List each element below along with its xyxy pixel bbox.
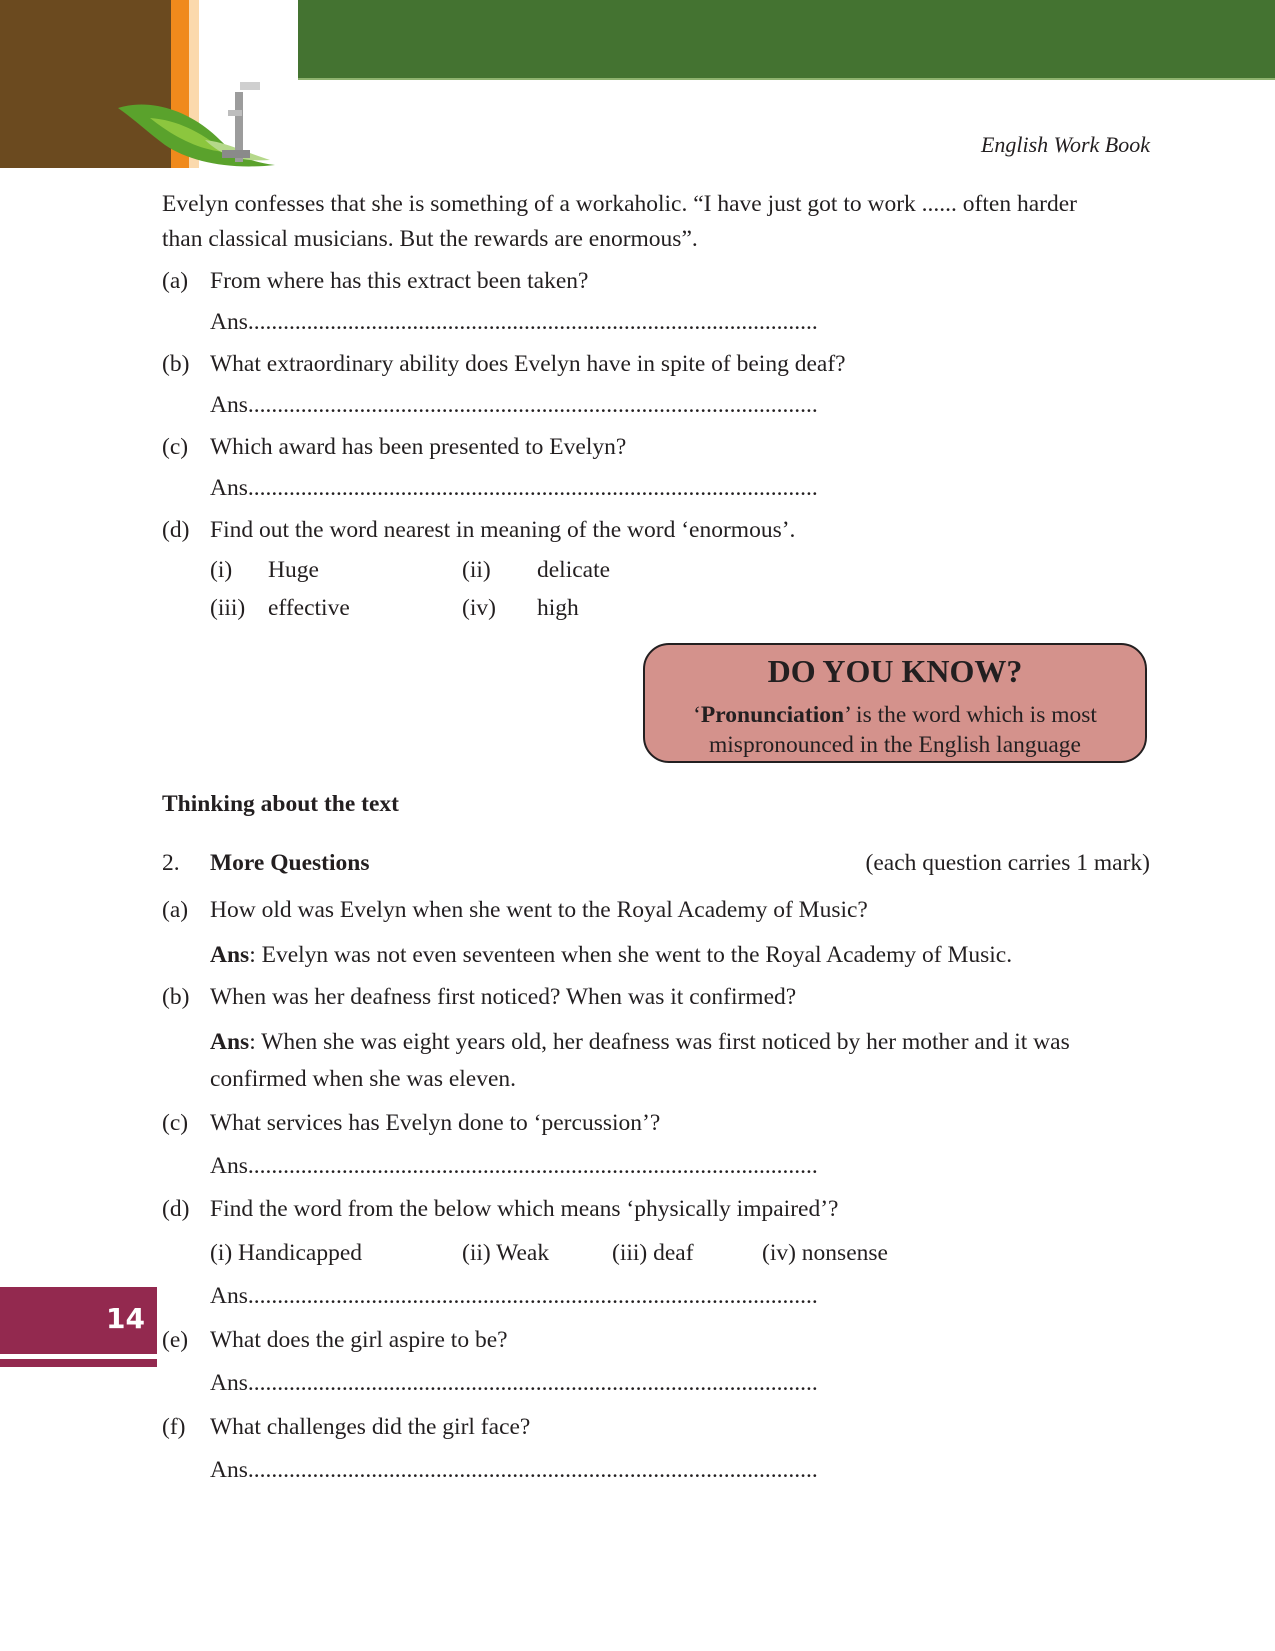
option: (ii) Weak [462,1240,550,1266]
running-head: English Work Book [980,132,1150,157]
answer-line: Ans................................................................................................. [210,392,818,418]
answer-label: Ans [210,942,250,968]
option-numeral: (iv) [462,595,496,621]
answer-text [210,938,1012,973]
question-text: What extraordinary ability does Evelyn have in spite of being deaf? [210,351,846,377]
do-you-know-text [655,700,1135,760]
option: (iv) nonsense [762,1240,888,1266]
question-label: (d) [162,1196,190,1222]
page-number: 14 [106,1302,145,1335]
question-label: (f) [162,1414,186,1440]
answer-line: Ans................................................................................................. [210,309,818,335]
do-you-know-line-1: ’ is the word which is most [844,702,1097,728]
question-text: From where has this extract been taken? [210,268,589,294]
question-label: (b) [162,351,190,377]
answer-line: Ans................................................................................................. [210,1153,818,1179]
do-you-know-title: DO YOU KNOW? [767,653,1023,689]
option-numeral: (i) [210,557,233,583]
do-you-know-line-2: mispronounced in the English language [708,732,1081,758]
option-numeral: (iii) [210,595,246,621]
question-label: (e) [162,1327,189,1353]
header-green-bar [298,0,1275,80]
page-number-underline [0,1359,157,1367]
leaf-plant-icon [110,70,290,175]
question-text: When was her deafness first noticed? When was it confirmed? [210,984,797,1010]
bold-word: Pronunciation [700,702,845,728]
option-text: Huge [268,557,319,583]
question-label: (a) [162,268,189,294]
answer-continuation: confirmed when she was eleven. [210,1066,517,1092]
section-title: More Questions [210,850,370,876]
question-text: Find out the word nearest in meaning of the word ‘enormous’. [210,517,796,543]
question-label: (a) [162,897,189,923]
question-label: (b) [162,984,190,1010]
page-number-tab [0,1287,157,1354]
answer-line: Ans................................................................................................. [210,1283,818,1309]
question-label: (d) [162,517,190,543]
answer-line: Ans................................................................................................. [210,475,818,501]
section-heading: Thinking about the text [162,791,400,817]
option-text: effective [268,595,350,621]
marks-note: (each question carries 1 mark) [865,850,1150,876]
question-text: What services has Evelyn done to ‘percussion’? [210,1110,661,1136]
question-text: What challenges did the girl face? [210,1414,531,1440]
option: (i) Handicapped [210,1240,363,1266]
answer-line: Ans................................................................................................. [210,1457,818,1483]
question-text: Find the word from the below which means ‘physically impaired’? [210,1196,839,1222]
question-label: (c) [162,1110,189,1136]
answer-label: Ans [210,1029,250,1055]
do-you-know-box [643,643,1147,763]
option-numeral: (ii) [462,557,491,583]
question-text: Which award has been presented to Evelyn? [210,434,627,460]
extract-line-2: than classical musicians. But the rewards are enormous”. [162,226,698,252]
option: (iii) deaf [612,1240,694,1266]
answer-body: : Evelyn was not even seventeen when she went to the Royal Academy of Music. [249,942,1013,968]
question-text: How old was Evelyn when she went to the Royal Academy of Music? [210,897,868,923]
section-number: 2. [162,850,180,876]
option-text: delicate [537,557,611,583]
question-label: (c) [162,434,189,460]
answer-text [210,1025,1070,1060]
extract-line-1: Evelyn confesses that she is something of a workaholic. “I have just got to work ...... often harder [162,191,1077,217]
question-text: What does the girl aspire to be? [210,1327,508,1353]
answer-line: Ans................................................................................................. [210,1370,818,1396]
answer-body: : When she was eight years old, her deafness was first noticed by her mother and it was [249,1029,1070,1055]
open-quote: ‘ [693,702,701,728]
option-text: high [537,595,579,621]
